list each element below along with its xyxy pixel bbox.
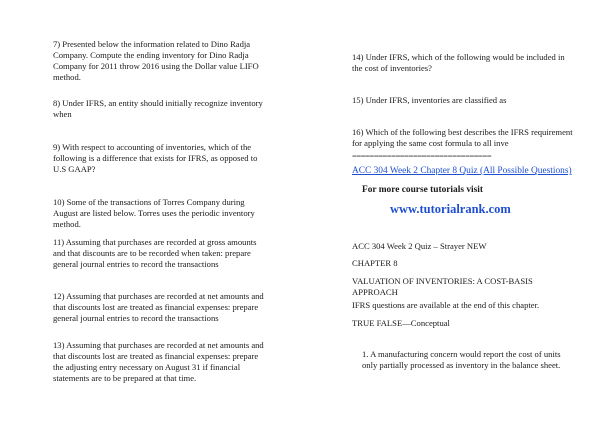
question-15: 15) Under IFRS, inventories are classified as — [352, 95, 507, 105]
question-7: 7) Presented below the information related to Dino Radja Company. Compute the ending inventory for Dino Radja Company for 2011 throw 2016 using the Dollar value LIFO method. — [53, 39, 259, 82]
divider-line: ================================ — [352, 151, 492, 161]
question-14: 14) Under IFRS, which of the following would be included in the cost of inventories? — [352, 52, 565, 73]
course-line: ACC 304 Week 2 Quiz – Strayer NEW — [352, 241, 487, 251]
ifrs-note: IFRS questions are available at the end of this chapter. — [352, 300, 540, 310]
question-10: 10) Some of the transactions of Torres Company during August are listed below. Torres uses the periodic inventory method. — [53, 197, 255, 229]
question-9: 9) With respect to accounting of inventories, which of the following is a difference that exists for IFRS, as opposed to U.S GAAP? — [53, 142, 258, 174]
more-tutorials-text: For more course tutorials visit — [362, 185, 483, 195]
question-13: 13) Assuming that purchases are recorded at net amounts and that discounts lost are treated as financial expenses: prepare the adjusting entry necessary on August 31 if financial statements are to be prepared at that time. — [53, 340, 264, 383]
question-11: 11) Assuming that purchases are recorded at gross amounts and that discounts are to be recorded when taken: prepare general journal entries to record the transactions — [53, 237, 257, 269]
question-16: 16) Which of the following best describes the IFRS requirement for applying the same cost formula to all inve — [352, 127, 573, 148]
section-heading: TRUE FALSE—Conceptual — [352, 318, 450, 328]
quiz-title-link[interactable]: ACC 304 Week 2 Chapter 8 Quiz (All Possible Questions) — [352, 166, 572, 176]
question-12: 12) Assuming that purchases are recorded at net amounts and that discounts lost are treated as financial expenses: prepare general journal entries to record the transactions — [53, 291, 264, 323]
question-8: 8) Under IFRS, an entity should initially recognize inventory when — [53, 98, 263, 119]
chapter-label: CHAPTER 8 — [352, 258, 398, 268]
true-false-question-1: 1. A manufacturing concern would report the cost of units only partially processed as inventory in the balance sheet. — [362, 349, 561, 370]
chapter-title: VALUATION OF INVENTORIES: A COST-BASIS APPROACH — [352, 276, 533, 297]
website-link[interactable]: www.tutorialrank.com — [390, 202, 511, 216]
